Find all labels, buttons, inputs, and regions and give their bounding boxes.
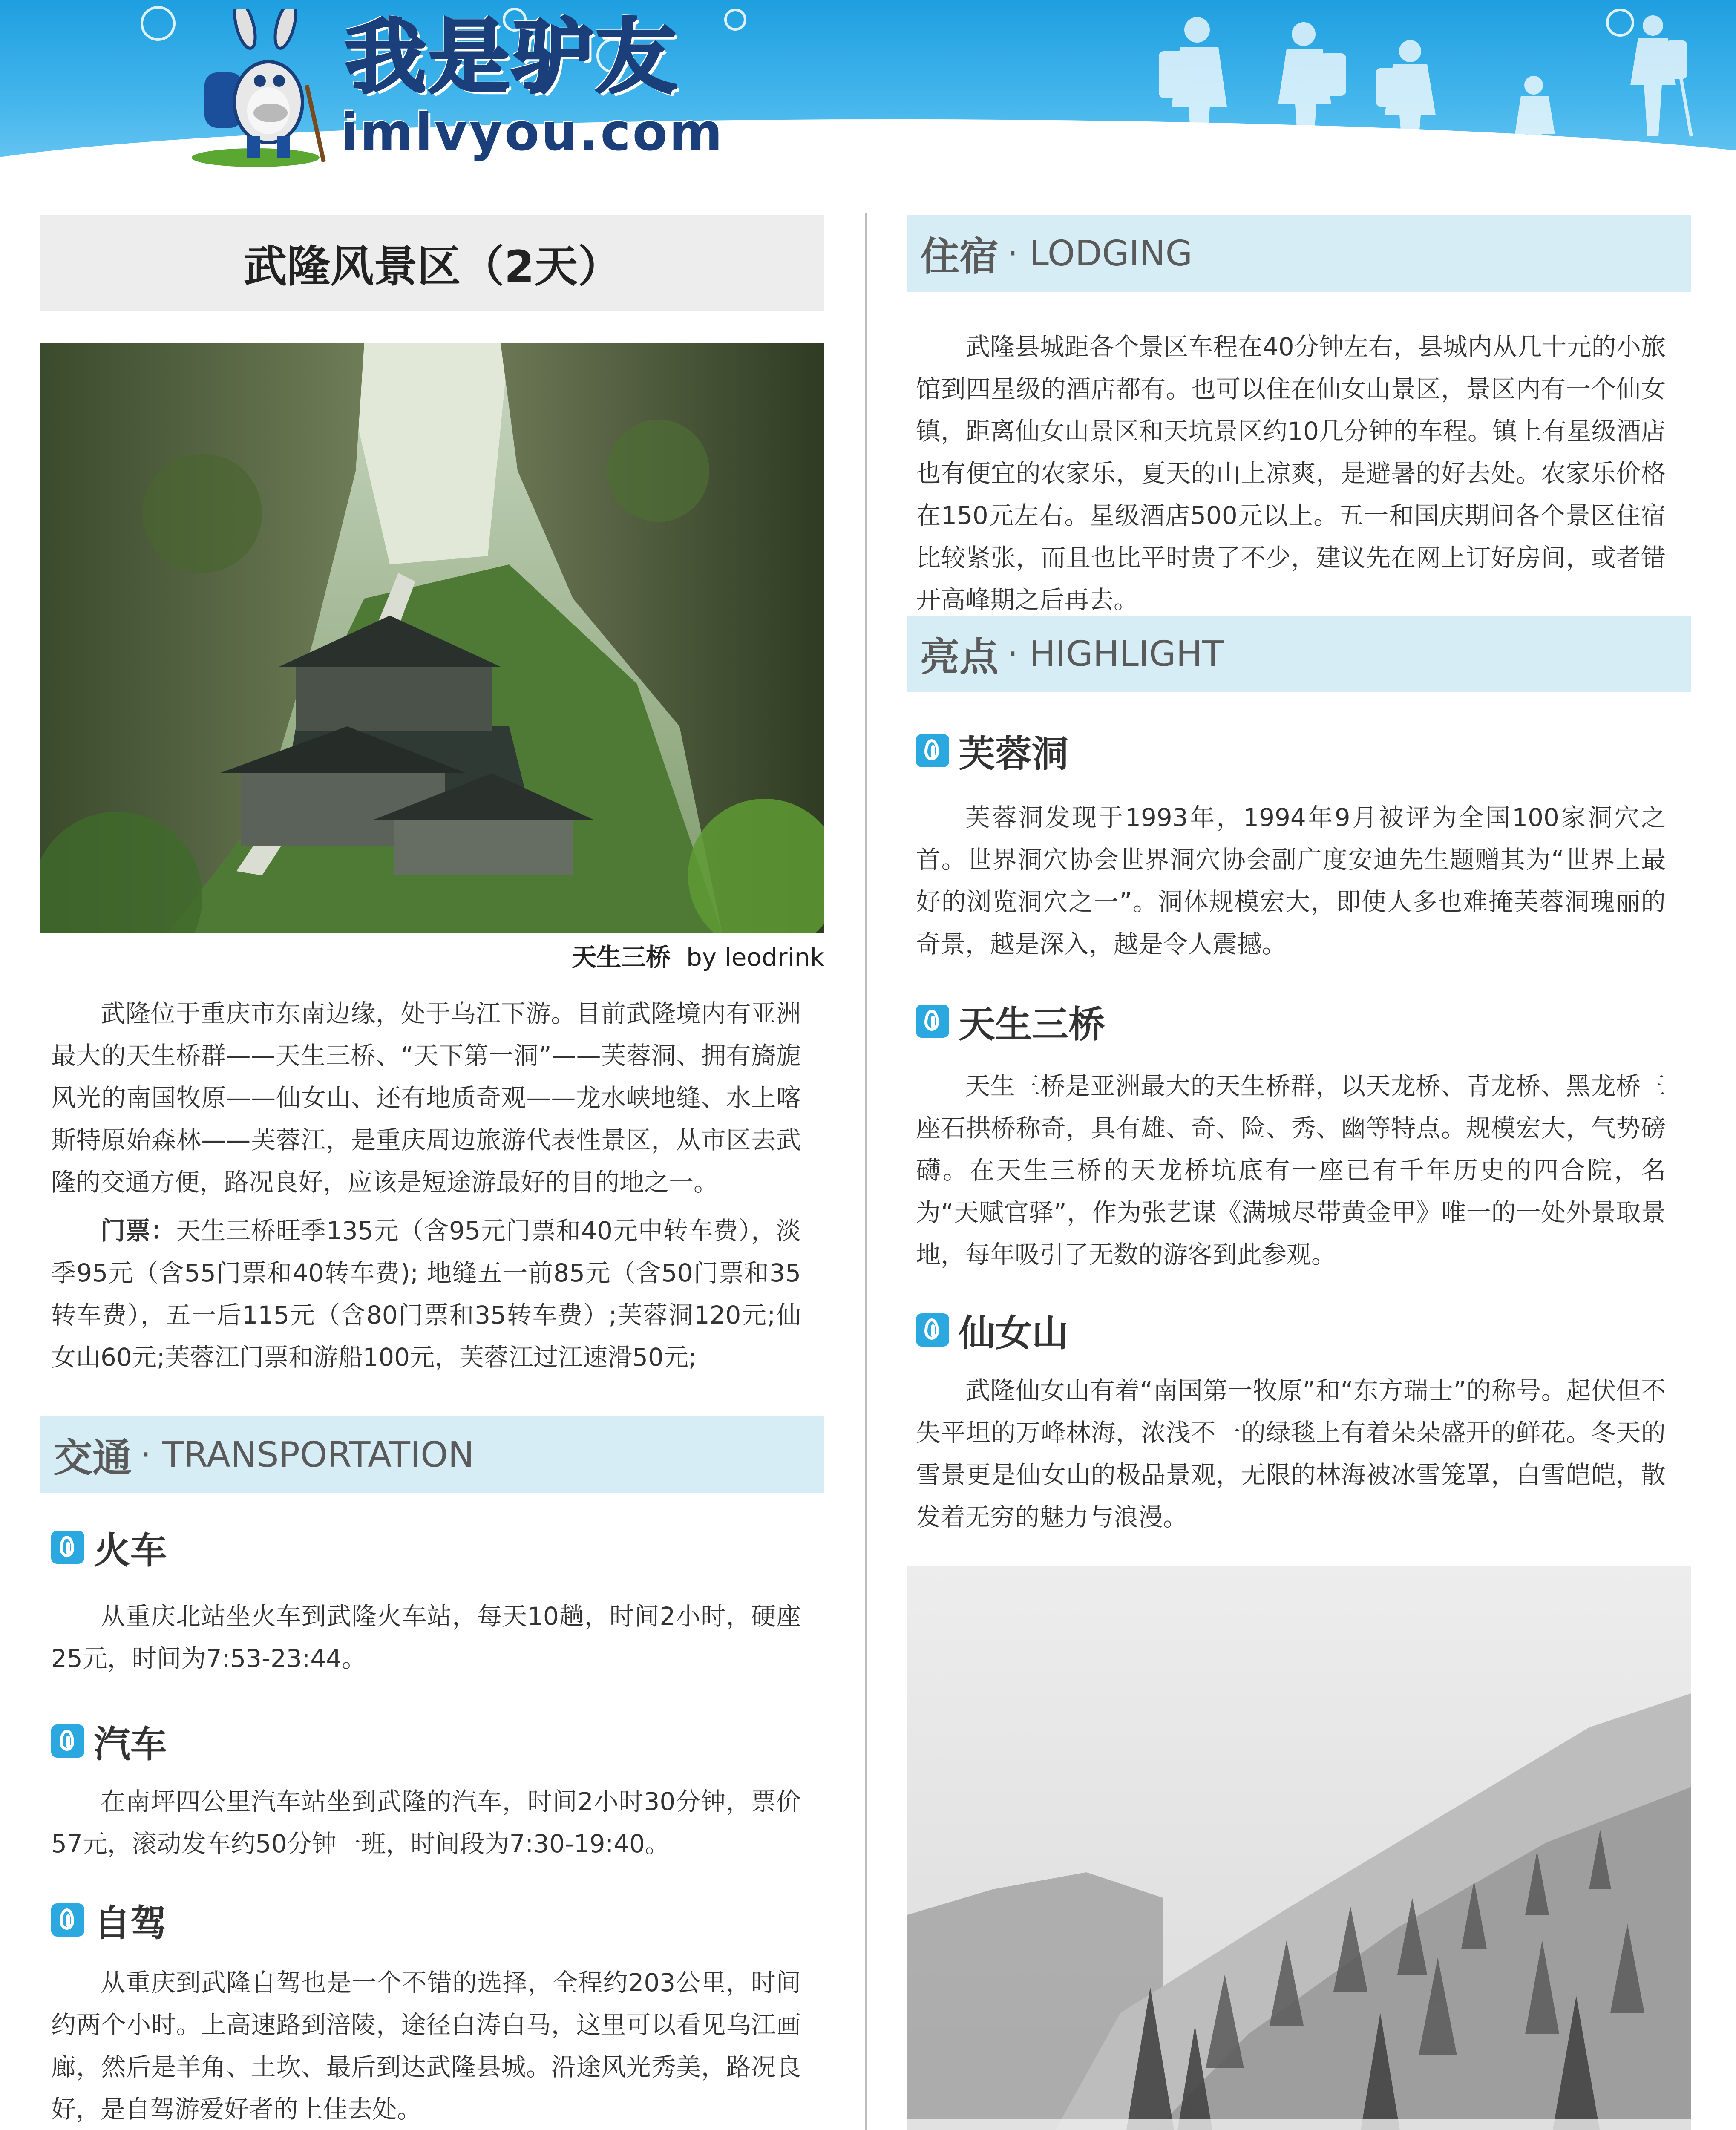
subsection-furong-cave (916, 724, 1068, 777)
subsection-label: 火车 (94, 1529, 167, 1572)
subsection-tiansheng-sanqiao (916, 995, 1105, 1048)
bulb-icon (51, 1903, 84, 1937)
page-header (0, 0, 1736, 179)
bulb-icon (51, 1724, 84, 1758)
subsection-train (51, 1521, 167, 1574)
section-lodging (907, 215, 1691, 292)
tiansheng-paragraph: 天生三桥是亚洲最大的天生桥群，以天龙桥、青龙桥、黑龙桥三座石拱桥称奇，具有雄、奇、险、秀、幽等特点。规模宏大，气势磅礴。在天生三桥的天龙桥坑底有一座已有千年历史的四合院，名为“天赋官驿”，作为张艺谋《满城尽带黄金甲》唯一的一处外景取景地，每年吸引了无数的游客到此参观。 (916, 1071, 1666, 1269)
subsection-label: 仙女山 (959, 1312, 1068, 1355)
furong-paragraph: 芙蓉洞发现于1993年，1994年9月被评为全国100家洞穴之首。世界洞穴协会世界洞穴协会副广度安迪先生题赠其为“世界上最好的浏览洞穴之一”。洞体规模宏大，即使人多也难掩芙蓉洞瑰丽的奇景，越是深入，越是令人震撼。 (916, 803, 1666, 958)
subsection-label: 汽车 (94, 1723, 167, 1766)
caption-title: 天生三桥 (572, 943, 671, 972)
tickets-text: 天生三桥旺季135元（含95元门票和40元中转车费），淡季95元（含55门票和40转车费); 地缝五一前85元（含50门票和35转车费），五一后115元（含80门票和35转车费）;芙蓉洞120元;仙女山60元;芙蓉江门票和游船100元，芙蓉江过江速滑50元; (51, 1216, 801, 1372)
bubble-decoration (724, 9, 746, 31)
section-title: 交通 (53, 1435, 132, 1481)
section-subtitle: · HIGHLIGHT (1007, 633, 1224, 674)
drive-paragraph: 从重庆到武隆自驾也是一个不错的选择，全程约203公里，时间约两个小时。上高速路到涪陵，途径白涛白马，这里可以看见乌江画廊，然后是羊角、土坎、最后到达武隆县城。沿途风光秀美，路况良好，是自驾游爱好者的上佳去处。 (51, 1968, 801, 2124)
subsection-label: 芙蓉洞 (959, 733, 1068, 775)
subsection-label: 天生三桥 (959, 1003, 1105, 1046)
brand-name: 我是驴友 (345, 10, 679, 104)
section-subtitle: · LODGING (1007, 233, 1193, 274)
subsection-drive (51, 1894, 167, 1946)
bulb-icon (916, 734, 949, 767)
lodging-paragraph: 武隆县城距各个景区车程在40分钟左右，县城内从几十元的小旅馆到四星级的酒店都有。也可以住在仙女山景区，景区内有一个仙女镇，距离仙女山景区和天坑景区约10几分钟的车程。镇上有星级酒店也有便宜的农家乐，夏天的山上凉爽，是避暑的好去处。农家乐价格在150元左右。星级酒店500元以上。五一和国庆期间各个景区住宿比较紧张，而且也比平时贵了不少，建议先在网上订好房间，或者错开高峰期之后再去。 (916, 332, 1666, 614)
bulb-icon (51, 1531, 84, 1564)
brand-url: imlvyou.com (341, 103, 724, 162)
photo-tiansheng-sanqiao (40, 343, 824, 933)
section-title: 住宿 (920, 234, 999, 279)
intro-paragraph: 武隆位于重庆市东南边缘，处于乌江下游。目前武隆境内有亚洲最大的天生桥群——天生三桥、“天下第一洞”——芙蓉洞、拥有旖旎风光的南国牧原——仙女山、还有地质奇观——龙水峡地缝、水上喀斯特原始森林——芙蓉江，是重庆周边旅游代表性景区，从市区去武隆的交通方便，路况良好，应该是短途游最好的目的地之一。 (51, 999, 801, 1197)
hikers-silhouette-icon (1125, 0, 1704, 170)
bulb-icon (916, 1313, 949, 1347)
section-transportation (40, 1416, 824, 1493)
train-paragraph: 从重庆北站坐火车到武隆火车站，每天10趟，时间2小时，硬座25元，时间为7:53-23:44。 (51, 1602, 801, 1673)
tickets-paragraph (51, 1210, 801, 1379)
page-title-box (40, 215, 824, 311)
bus-paragraph: 在南坪四公里汽车站坐到武隆的汽车，时间2小时30分钟，票价57元，滚动发车约50分钟一班，时间段为7:30-19:40。 (51, 1787, 801, 1858)
page-title: 武隆风景区（2天） (243, 241, 622, 292)
photo-xiannv-snowfield (907, 1566, 1691, 2130)
bulb-icon (916, 1005, 949, 1038)
section-highlight (907, 616, 1691, 692)
section-title: 亮点 (920, 634, 999, 680)
subsection-label: 自驾 (94, 1902, 167, 1945)
photo-caption (40, 937, 824, 973)
caption-credit: by leodrink (686, 943, 824, 972)
subsection-xiannv-mountain (916, 1304, 1068, 1356)
donkey-mascot-icon (170, 9, 341, 170)
tickets-label: 门票： (101, 1216, 176, 1245)
subsection-bus (51, 1715, 167, 1767)
xiannv-paragraph: 武隆仙女山有着“南国第一牧原”和“东方瑞士”的称号。起伏但不失平坦的万峰林海，浓浅不一的绿毯上有着朵朵盛开的鲜花。冬天的雪景更是仙女山的极品景观，无限的林海被冰雪笼罩，白雪皑皑，散发着无穷的魅力与浪漫。 (916, 1376, 1666, 1531)
section-subtitle: · TRANSPORTATION (140, 1434, 474, 1475)
column-divider (865, 213, 867, 2130)
